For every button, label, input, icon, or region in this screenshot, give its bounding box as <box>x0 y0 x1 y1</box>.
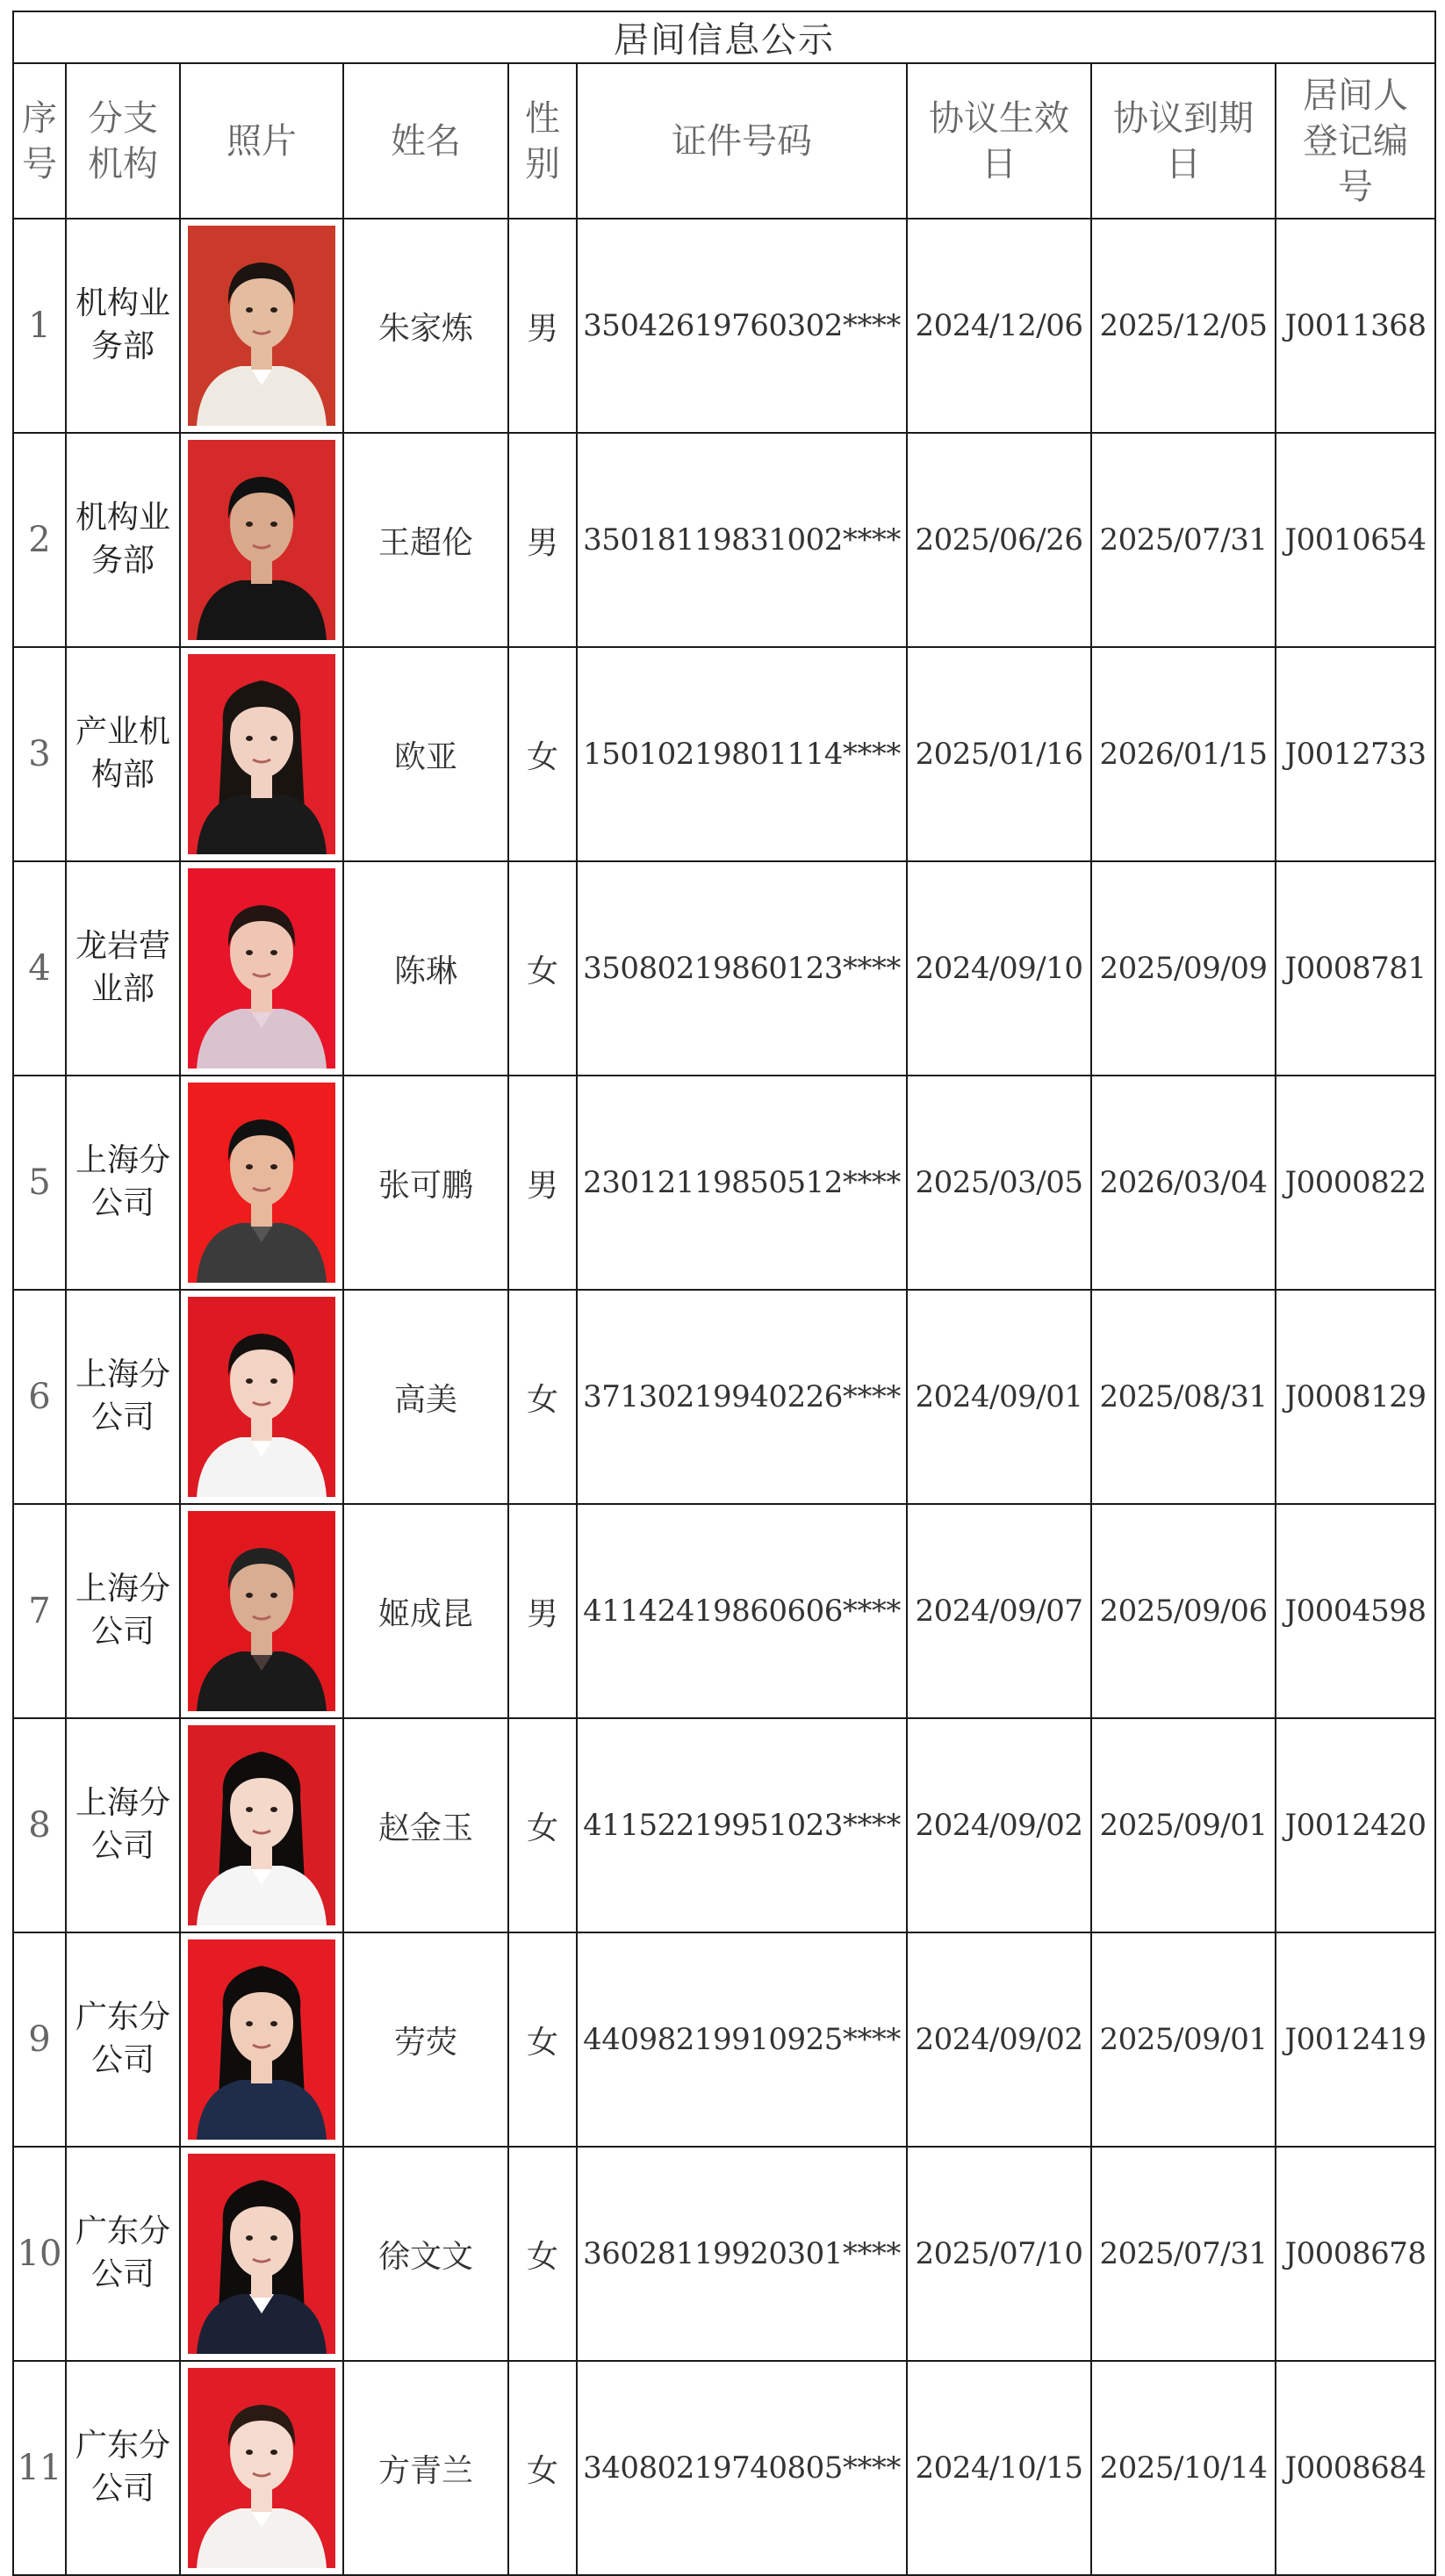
id-photo <box>188 1511 335 1711</box>
row-id-number: 35080219860123**** <box>577 861 907 1076</box>
row-end-date: 2025/12/05 <box>1091 219 1276 433</box>
row-id-number: 34080219740805**** <box>577 2361 907 2575</box>
table-row <box>13 861 1435 1076</box>
photo-eye-right <box>270 736 277 741</box>
row-seq: 1 <box>13 219 66 433</box>
row-reg-no: J0012733 <box>1276 647 1435 861</box>
row-seq: 11 <box>13 2361 66 2575</box>
table-body <box>13 219 1435 2575</box>
row-gender: 男 <box>508 219 577 433</box>
row-photo <box>180 1718 343 1932</box>
row-gender: 女 <box>508 1932 577 2147</box>
row-reg-no: J0012419 <box>1276 1932 1435 2147</box>
table-row <box>13 1290 1435 1504</box>
row-gender: 女 <box>508 2361 577 2575</box>
disclosure-sheet <box>12 11 1434 2539</box>
row-seq: 8 <box>13 1718 66 1932</box>
row-photo <box>180 1932 343 2147</box>
row-id-number: 44098219910925**** <box>577 1932 907 2147</box>
row-start-date: 2024/09/10 <box>907 861 1091 1076</box>
photo-eye-left <box>246 307 253 313</box>
row-id-number: 41152219951023**** <box>577 1718 907 1932</box>
photo-eye-left <box>246 950 253 955</box>
photo-eye-right <box>270 1164 277 1169</box>
row-id-number: 35042619760302**** <box>577 219 907 433</box>
row-start-date: 2024/09/01 <box>907 1290 1091 1504</box>
row-photo <box>180 1290 343 1504</box>
id-photo <box>188 2368 335 2568</box>
row-reg-no: J0004598 <box>1276 1504 1435 1718</box>
row-name: 高美 <box>343 1290 508 1504</box>
row-name: 欧亚 <box>343 647 508 861</box>
row-reg-no: J0008781 <box>1276 861 1435 1076</box>
row-start-date: 2025/07/10 <box>907 2147 1091 2361</box>
row-start-date: 2024/12/06 <box>907 219 1091 433</box>
row-reg-no: J0011368 <box>1276 219 1435 433</box>
row-reg-no: J0000822 <box>1276 1076 1435 1290</box>
row-branch: 广东分 公司 <box>66 2147 180 2361</box>
id-photo <box>188 226 335 426</box>
table-row <box>13 1932 1435 2147</box>
row-seq: 3 <box>13 647 66 861</box>
row-seq: 2 <box>13 433 66 647</box>
row-end-date: 2025/10/14 <box>1091 2361 1276 2575</box>
row-start-date: 2025/03/05 <box>907 1076 1091 1290</box>
photo-eye-left <box>246 1593 253 1598</box>
row-end-date: 2025/09/09 <box>1091 861 1276 1076</box>
row-start-date: 2025/06/26 <box>907 433 1091 647</box>
row-reg-no: J0008678 <box>1276 2147 1435 2361</box>
row-photo <box>180 433 343 647</box>
row-gender: 女 <box>508 2147 577 2361</box>
photo-eye-right <box>270 950 277 955</box>
row-reg-no: J0010654 <box>1276 433 1435 647</box>
photo-eye-left <box>246 1378 253 1384</box>
photo-eye-right <box>270 2450 277 2455</box>
photo-eye-left <box>246 736 253 741</box>
row-photo <box>180 1504 343 1718</box>
row-end-date: 2025/07/31 <box>1091 2147 1276 2361</box>
table-row <box>13 647 1435 861</box>
photo-eye-right <box>270 1378 277 1384</box>
row-photo <box>180 861 343 1076</box>
row-branch: 上海分 公司 <box>66 1718 180 1932</box>
table-row <box>13 1718 1435 1932</box>
row-branch: 龙岩营 业部 <box>66 861 180 1076</box>
row-gender: 男 <box>508 1504 577 1718</box>
id-photo <box>188 1939 335 2140</box>
row-seq: 4 <box>13 861 66 1076</box>
row-end-date: 2025/09/06 <box>1091 1504 1276 1718</box>
row-id-number: 35018119831002**** <box>577 433 907 647</box>
row-name: 姬成昆 <box>343 1504 508 1718</box>
photo-eye-right <box>270 2235 277 2241</box>
table-row <box>13 2361 1435 2575</box>
table-row <box>13 1076 1435 1290</box>
id-photo <box>188 1725 335 1925</box>
table-row <box>13 219 1435 433</box>
row-branch: 产业机 构部 <box>66 647 180 861</box>
row-branch: 广东分 公司 <box>66 2361 180 2575</box>
header-gender: 性 别 <box>508 63 577 219</box>
photo-eye-left <box>246 2450 253 2455</box>
row-start-date: 2024/09/07 <box>907 1504 1091 1718</box>
row-photo <box>180 647 343 861</box>
row-gender: 女 <box>508 647 577 861</box>
photo-eye-right <box>270 2021 277 2026</box>
row-end-date: 2025/09/01 <box>1091 1932 1276 2147</box>
row-gender: 女 <box>508 1718 577 1932</box>
header-id-number: 证件号码 <box>577 63 907 219</box>
photo-eye-right <box>270 522 277 527</box>
photo-eye-left <box>246 522 253 527</box>
header-row <box>13 63 1435 219</box>
row-gender: 男 <box>508 1076 577 1290</box>
row-end-date: 2026/03/04 <box>1091 1076 1276 1290</box>
row-reg-no: J0012420 <box>1276 1718 1435 1932</box>
row-gender: 女 <box>508 861 577 1076</box>
row-end-date: 2025/08/31 <box>1091 1290 1276 1504</box>
row-branch: 上海分 公司 <box>66 1290 180 1504</box>
row-gender: 女 <box>508 1290 577 1504</box>
header-name: 姓名 <box>343 63 508 219</box>
table-row <box>13 1504 1435 1718</box>
photo-eye-right <box>270 307 277 313</box>
header-seq: 序 号 <box>13 63 66 219</box>
broker-info-table <box>12 11 1436 2576</box>
row-end-date: 2026/01/15 <box>1091 647 1276 861</box>
row-reg-no: J0008684 <box>1276 2361 1435 2575</box>
photo-eye-right <box>270 1593 277 1598</box>
row-id-number: 37130219940226**** <box>577 1290 907 1504</box>
row-name: 张可鹏 <box>343 1076 508 1290</box>
row-seq: 5 <box>13 1076 66 1290</box>
row-branch: 机构业 务部 <box>66 433 180 647</box>
row-id-number: 36028119920301**** <box>577 2147 907 2361</box>
row-end-date: 2025/09/01 <box>1091 1718 1276 1932</box>
row-branch: 机构业 务部 <box>66 219 180 433</box>
row-branch: 广东分 公司 <box>66 1932 180 2147</box>
id-photo <box>188 1083 335 1283</box>
photo-eye-left <box>246 1164 253 1169</box>
row-name: 劳荧 <box>343 1932 508 2147</box>
row-start-date: 2025/01/16 <box>907 647 1091 861</box>
id-photo <box>188 440 335 640</box>
row-name: 陈琳 <box>343 861 508 1076</box>
row-id-number: 41142419860606**** <box>577 1504 907 1718</box>
table-row <box>13 2147 1435 2361</box>
header-end-date: 协议到期 日 <box>1091 63 1276 219</box>
row-seq: 7 <box>13 1504 66 1718</box>
id-photo <box>188 868 335 1069</box>
row-branch: 上海分 公司 <box>66 1504 180 1718</box>
photo-eye-right <box>270 1807 277 1812</box>
row-id-number: 15010219801114**** <box>577 647 907 861</box>
row-photo <box>180 1076 343 1290</box>
header-branch: 分支 机构 <box>66 63 180 219</box>
row-id-number: 23012119850512**** <box>577 1076 907 1290</box>
row-photo <box>180 219 343 433</box>
photo-eye-left <box>246 2021 253 2026</box>
id-photo <box>188 654 335 854</box>
id-photo <box>188 1297 335 1497</box>
table-row <box>13 433 1435 647</box>
header-start-date: 协议生效 日 <box>907 63 1091 219</box>
id-photo <box>188 2154 335 2354</box>
row-start-date: 2024/09/02 <box>907 1932 1091 2147</box>
row-branch: 上海分 公司 <box>66 1076 180 1290</box>
row-reg-no: J0008129 <box>1276 1290 1435 1504</box>
row-name: 朱家炼 <box>343 219 508 433</box>
row-start-date: 2024/09/02 <box>907 1718 1091 1932</box>
photo-eye-left <box>246 1807 253 1812</box>
row-start-date: 2024/10/15 <box>907 2361 1091 2575</box>
row-end-date: 2025/07/31 <box>1091 433 1276 647</box>
photo-eye-left <box>246 2235 253 2241</box>
header-photo: 照片 <box>180 63 343 219</box>
row-name: 方青兰 <box>343 2361 508 2575</box>
row-seq: 9 <box>13 1932 66 2147</box>
table-title: 居间信息公示 <box>13 11 1435 63</box>
row-gender: 男 <box>508 433 577 647</box>
row-name: 赵金玉 <box>343 1718 508 1932</box>
row-photo <box>180 2147 343 2361</box>
row-name: 王超伦 <box>343 433 508 647</box>
row-seq: 6 <box>13 1290 66 1504</box>
row-seq: 10 <box>13 2147 66 2361</box>
header-reg-no: 居间人 登记编 号 <box>1276 63 1435 219</box>
row-name: 徐文文 <box>343 2147 508 2361</box>
row-photo <box>180 2361 343 2575</box>
